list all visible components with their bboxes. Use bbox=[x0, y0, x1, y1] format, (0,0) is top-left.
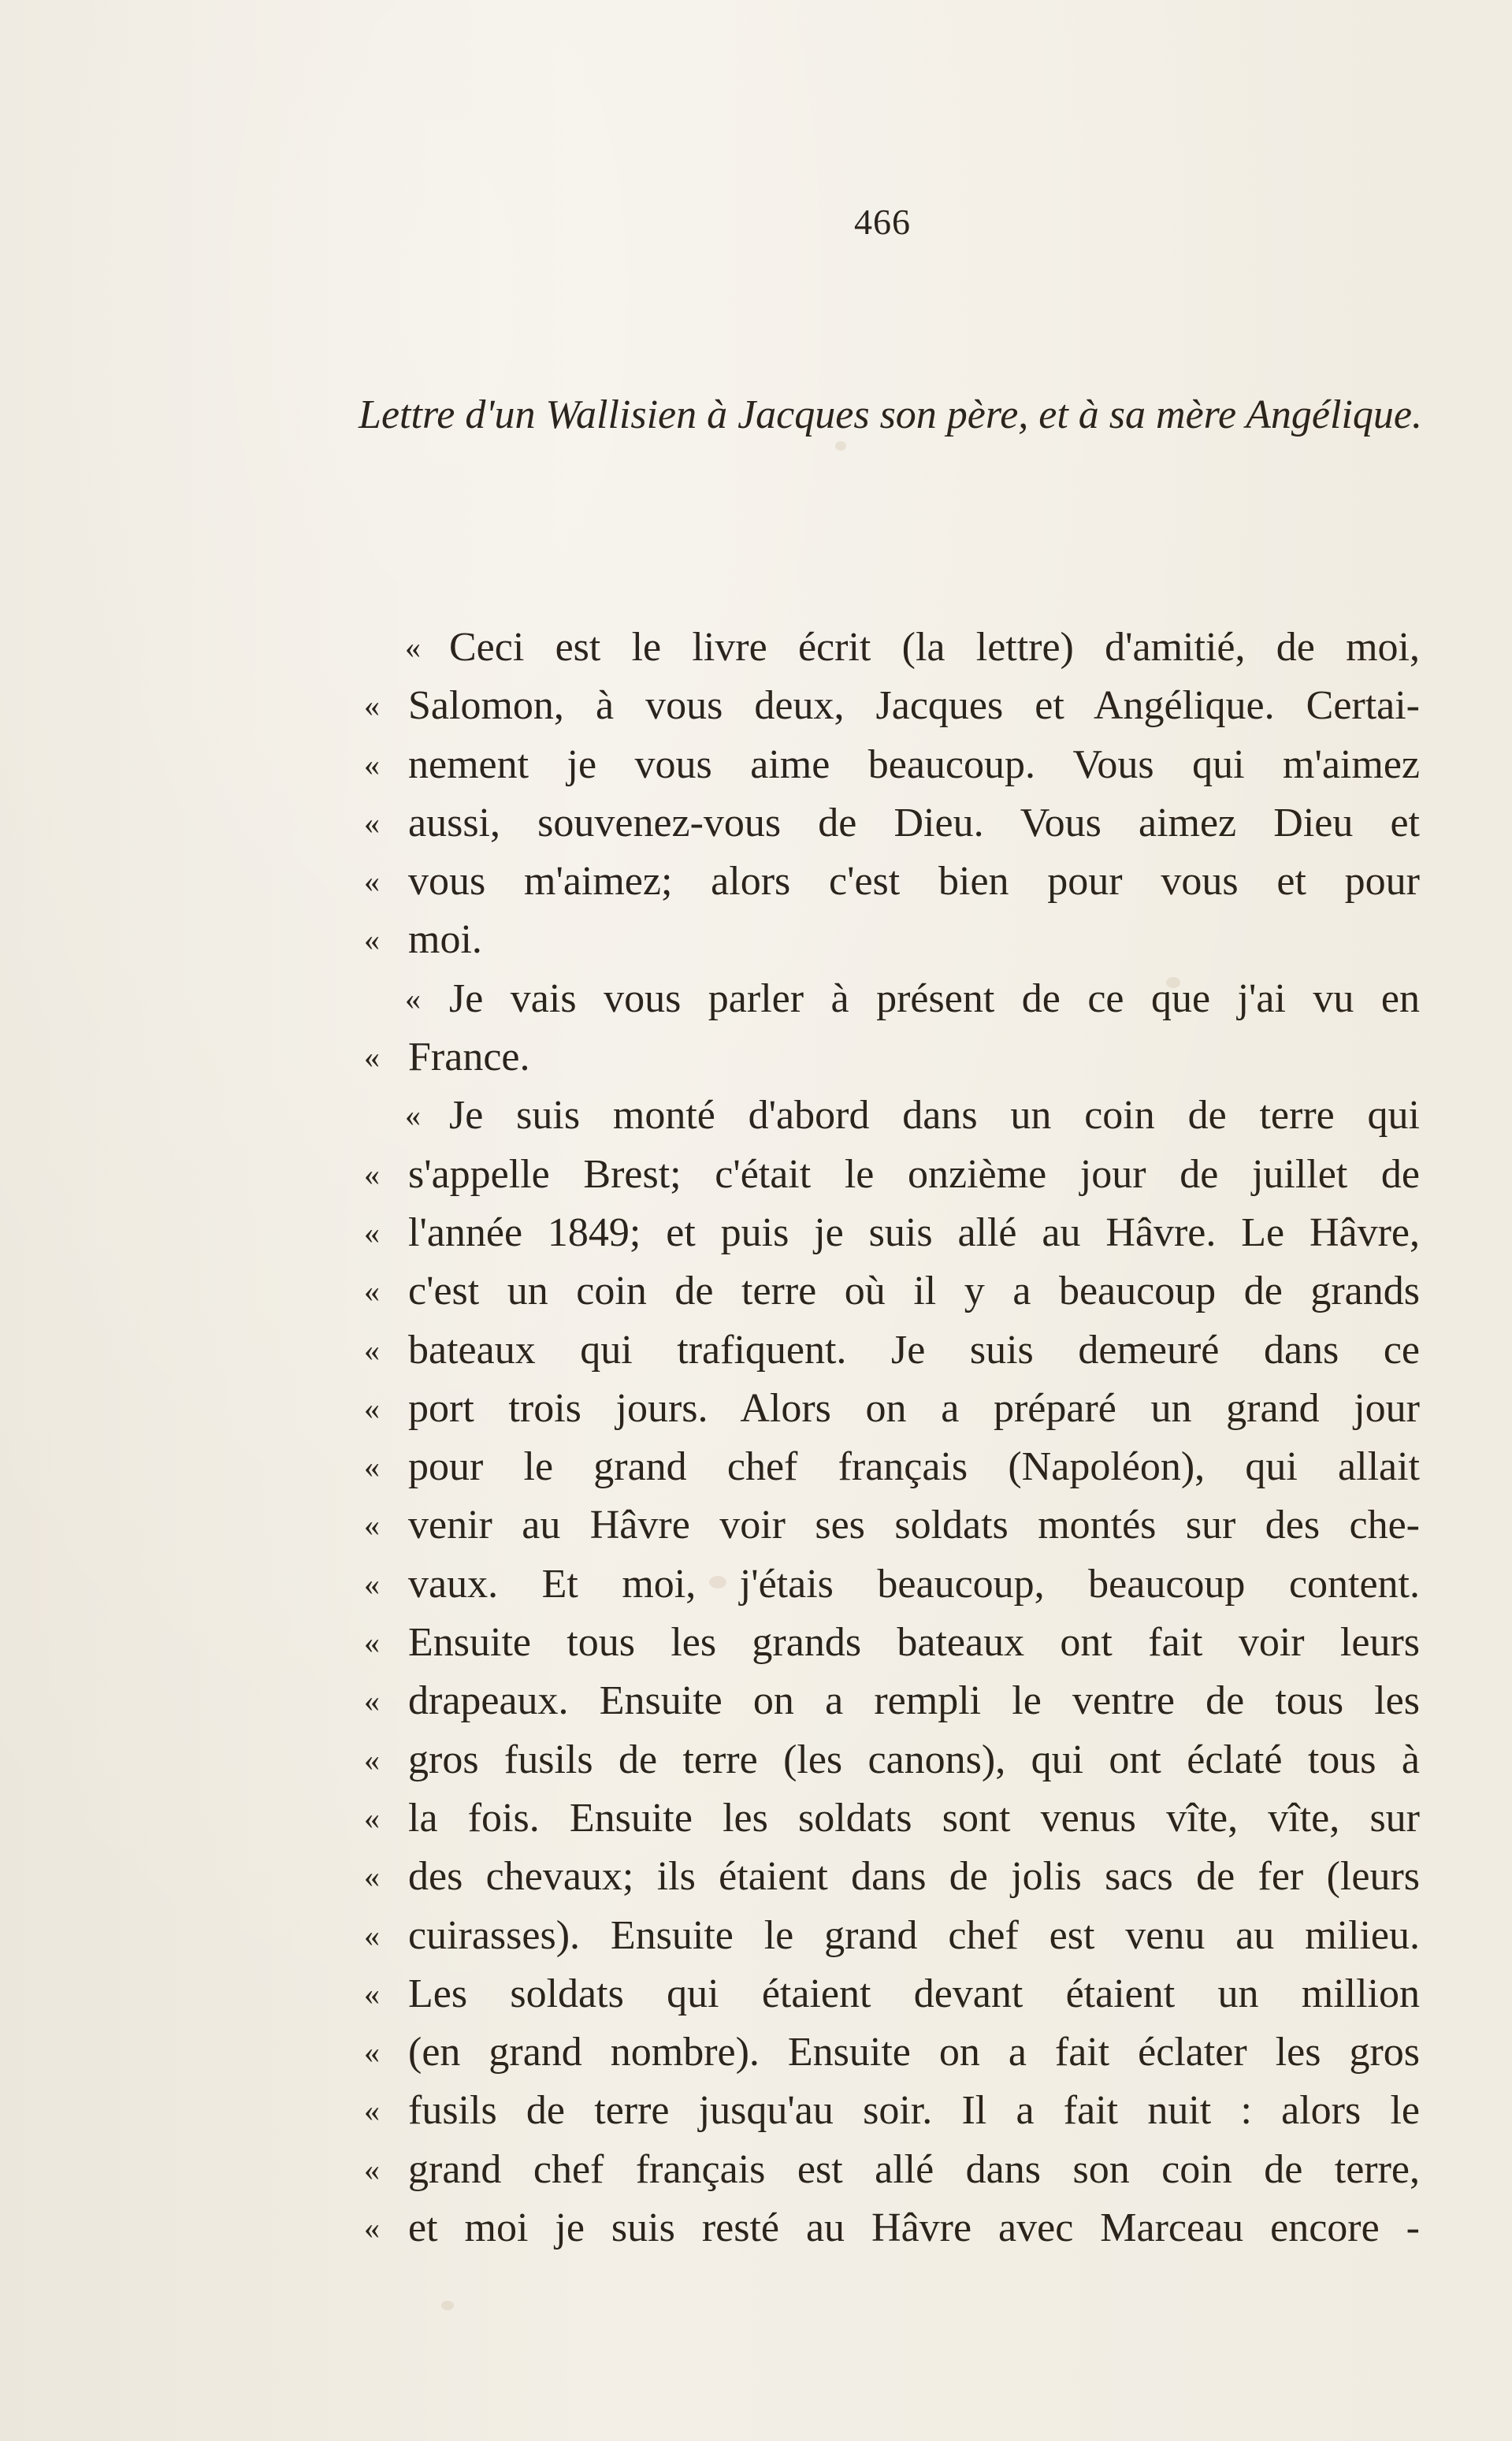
text-line bbox=[364, 1028, 1420, 1087]
quote-mark: « bbox=[364, 746, 380, 782]
text-line bbox=[364, 1672, 1420, 1730]
quote-mark: « bbox=[364, 1566, 380, 1602]
text-line bbox=[364, 2082, 1420, 2140]
quote-mark: « bbox=[405, 980, 421, 1016]
text-line bbox=[364, 1848, 1420, 1906]
quote-mark: « bbox=[364, 1039, 380, 1076]
quote-mark: « bbox=[364, 1625, 380, 1661]
line-text: bateaux qui trafiquent. Je suis demeuré dans ce bbox=[408, 1327, 1420, 1373]
quote-mark: « bbox=[364, 1859, 380, 1895]
text-line bbox=[364, 736, 1420, 794]
quote-mark: « bbox=[364, 864, 380, 900]
text-line bbox=[364, 2141, 1420, 2199]
quote-mark: « bbox=[364, 1273, 380, 1310]
line-text: Je vais vous parler à présent de ce que j'ai vu en bbox=[449, 975, 1420, 1021]
line-text: France. bbox=[408, 1035, 530, 1080]
letter-body bbox=[364, 619, 1420, 2257]
line-text: Ceci est le livre écrit (la lettre) d'amitié, de moi, bbox=[449, 625, 1420, 670]
quote-mark: « bbox=[364, 1741, 380, 1778]
text-line bbox=[364, 1907, 1420, 1965]
text-line bbox=[364, 619, 1420, 677]
text-line bbox=[364, 2199, 1420, 2257]
quote-mark: « bbox=[364, 1156, 380, 1192]
quote-mark: « bbox=[364, 2093, 380, 2129]
line-text: des chevaux; ils étaient dans de jolis sacs de fer (leurs bbox=[408, 1854, 1420, 1900]
text-line bbox=[364, 1555, 1420, 1614]
text-line bbox=[364, 1438, 1420, 1496]
line-text: pour le grand chef français (Napoléon), qui allait bbox=[408, 1444, 1420, 1490]
line-text: Salomon, à vous deux, Jacques et Angélique. Certai- bbox=[408, 683, 1420, 729]
text-line bbox=[364, 2023, 1420, 2082]
line-text: venir au Hâvre voir ses soldats montés sur des che- bbox=[408, 1503, 1420, 1548]
line-text: l'année 1849; et puis je suis allé au Hâvre. Le Hâvre, bbox=[408, 1209, 1420, 1255]
line-text: Je suis monté d'abord dans un coin de terre qui bbox=[449, 1093, 1420, 1139]
letter-title: Lettre d'un Wallisien à Jacques son père, et à sa mère Angélique. bbox=[358, 392, 1422, 437]
line-text: Les soldats qui étaient devant étaient un million bbox=[408, 1971, 1420, 2016]
text-line bbox=[364, 677, 1420, 735]
line-text: fusils de terre jusqu'au soir. Il a fait nuit : alors le bbox=[408, 2088, 1420, 2134]
quote-mark: « bbox=[364, 1214, 380, 1250]
text-line bbox=[364, 853, 1420, 911]
quote-mark: « bbox=[364, 2151, 380, 2187]
line-text: la fois. Ensuite les soldats sont venus vîte, vîte, sur bbox=[408, 1795, 1420, 1841]
text-line bbox=[364, 970, 1420, 1028]
line-text: vous m'aimez; alors c'est bien pour vous et pour bbox=[408, 859, 1420, 905]
text-line bbox=[364, 911, 1420, 969]
quote-mark: « bbox=[364, 1917, 380, 1953]
quote-mark: « bbox=[405, 630, 421, 665]
text-line bbox=[364, 1146, 1420, 1204]
text-line bbox=[364, 1496, 1420, 1555]
line-text: port trois jours. Alors on a préparé un grand jour bbox=[408, 1385, 1420, 1431]
line-text: gros fusils de terre (les canons), qui ont éclaté tous à bbox=[408, 1737, 1420, 1782]
text-line bbox=[364, 1614, 1420, 1672]
quote-mark: « bbox=[364, 1449, 380, 1485]
quote-mark: « bbox=[364, 2210, 380, 2246]
quote-mark: « bbox=[364, 2034, 380, 2071]
text-line bbox=[364, 1204, 1420, 1262]
quote-mark: « bbox=[364, 1683, 380, 1719]
quote-mark: « bbox=[364, 1507, 380, 1544]
line-text: moi. bbox=[408, 917, 482, 963]
line-text: Ensuite tous les grands bateaux ont fait voir leurs bbox=[408, 1620, 1420, 1666]
text-line bbox=[364, 1789, 1420, 1848]
line-text: drapeaux. Ensuite on a rempli le ventre de tous les bbox=[408, 1678, 1420, 1724]
foxing-spot bbox=[441, 2301, 454, 2310]
quote-mark: « bbox=[364, 922, 380, 958]
line-text: s'appelle Brest; c'était le onzième jour de juillet de bbox=[408, 1151, 1420, 1197]
quote-mark: « bbox=[364, 1332, 380, 1368]
line-text: aussi, souvenez-vous de Dieu. Vous aimez Dieu et bbox=[408, 800, 1420, 845]
text-line bbox=[364, 1731, 1420, 1789]
line-text: c'est un coin de terre où il y a beaucoup de grands bbox=[408, 1269, 1420, 1314]
line-text: grand chef français est allé dans son coin de terre, bbox=[408, 2146, 1420, 2192]
quote-mark: « bbox=[405, 1098, 421, 1134]
line-text: cuirasses). Ensuite le grand chef est venu au milieu. bbox=[408, 1912, 1420, 1958]
text-line bbox=[364, 794, 1420, 853]
quote-mark: « bbox=[364, 1390, 380, 1426]
quote-mark: « bbox=[364, 1975, 380, 2012]
text-line bbox=[364, 1262, 1420, 1321]
line-text: et moi je suis resté au Hâvre avec Marceau encore - bbox=[408, 2205, 1420, 2251]
text-line bbox=[364, 1380, 1420, 1438]
quote-mark: « bbox=[364, 1800, 380, 1836]
line-text: vaux. Et moi, j'étais beaucoup, beaucoup content. bbox=[408, 1561, 1420, 1607]
text-line bbox=[364, 1321, 1420, 1380]
quote-mark: « bbox=[364, 688, 380, 724]
text-line bbox=[364, 1965, 1420, 2023]
quote-mark: « bbox=[364, 804, 380, 841]
line-text: nement je vous aime beaucoup. Vous qui m'aimez bbox=[408, 741, 1420, 787]
line-text: (en grand nombre). Ensuite on a fait éclater les gros bbox=[408, 2030, 1420, 2075]
text-line bbox=[364, 1087, 1420, 1145]
page-number: 466 bbox=[854, 202, 911, 242]
